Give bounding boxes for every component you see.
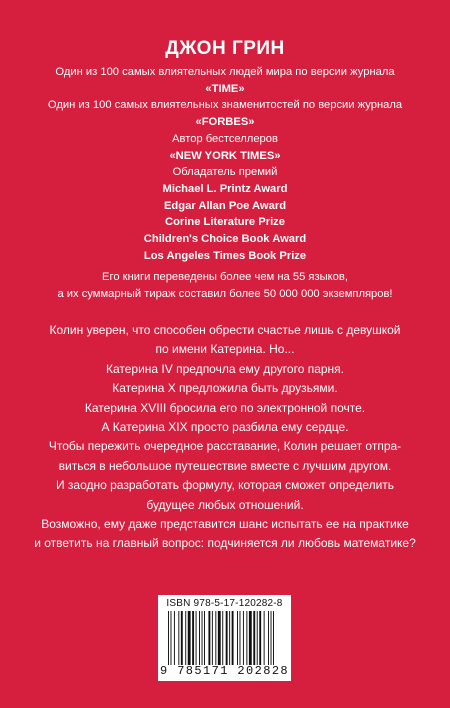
credential-line: Los Angeles Times Book Prize	[143, 249, 307, 262]
blurb-line: виться в небольшое путешествие вместе с лучшим другом.	[58, 458, 392, 473]
credential-line: «TIME»	[205, 82, 245, 95]
blurb-line: Катерина X предложила быть друзьями.	[112, 381, 338, 396]
credential-line: «FORBES»	[195, 116, 255, 129]
blurb-line: Колин уверен, что способен обрести счастье лишь с девушкой	[49, 323, 401, 337]
isbn-barcode-block	[158, 595, 291, 681]
blurb-line: И заодно разработать формулу, которая сможет определить	[55, 478, 395, 493]
barcode-icon	[168, 611, 282, 665]
blurb-line: по имени Катерина. Но...	[155, 342, 295, 357]
sales-stats	[0, 269, 450, 303]
credential-line: «NEW YORK TIMES»	[169, 149, 281, 162]
blurb-line: А Катерина XIX просто разбила ему сердце.	[101, 420, 349, 435]
ean-digits: 9 785171 202828	[160, 664, 290, 678]
blurb-line: и ответить на главный вопрос: подчиняется ли любовь математике?	[34, 536, 416, 551]
stats-line: а их суммарный тираж составил более 50 000 000 экземпляров!	[57, 288, 393, 300]
credential-line: Автор бестселлеров	[172, 132, 278, 145]
blurb-line: Чтобы пережить очередное расставание, Колин решает отпра-	[48, 439, 402, 454]
author-credentials	[0, 64, 450, 264]
blurb-line: Катерина IV предпочла ему другого парня.	[105, 361, 345, 376]
stats-line: Его книги переведены более чем на 55 языков,	[102, 271, 348, 283]
credential-line: Один из 100 самых влиятельных знаменитостей по версии журнала	[47, 99, 403, 112]
blurb-line: Возможно, ему даже представится шанс испытать ее на практике	[41, 517, 409, 532]
credential-line: Edgar Allan Poe Award	[163, 199, 287, 212]
credential-line: Michael L. Printz Award	[162, 182, 288, 195]
isbn-label: ISBN 978-5-17-120282-8	[166, 598, 283, 609]
blurb-line: будущее любых отношений.	[146, 497, 304, 512]
blurb-line: Катерина XVIII бросила его по электронной почте.	[84, 400, 366, 415]
author-name: ДЖОН ГРИН	[165, 38, 285, 59]
credential-line: Children's Choice Book Award	[143, 233, 307, 246]
credential-line: Один из 100 самых влиятельных людей мира по версии журнала	[55, 66, 395, 78]
credential-line: Corine Literature Prize	[165, 216, 285, 229]
book-blurb	[0, 321, 450, 554]
credential-line: Обладатель премий	[172, 166, 278, 179]
